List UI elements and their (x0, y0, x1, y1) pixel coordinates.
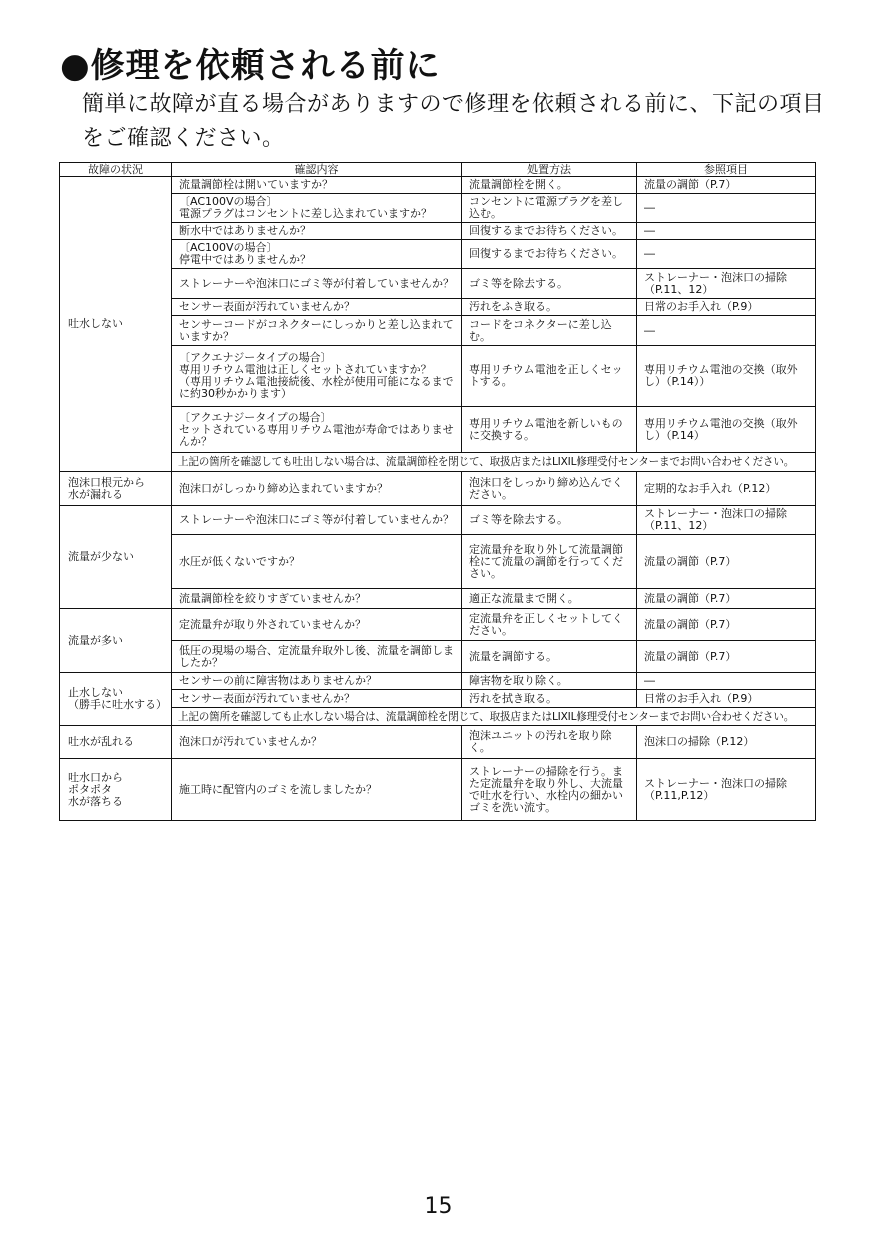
table-header-row (60, 163, 816, 177)
check-cell: 低圧の現場の場合、定流量弁取外し後、流量を調節しましたか？ (172, 641, 462, 673)
action-cell: 定流量弁を取り外して流量調節栓にて流量の調節を行ってください。 (462, 535, 637, 589)
reference-cell: ― (637, 194, 816, 223)
check-cell: 流量調節栓を絞りすぎていませんか？ (172, 589, 462, 609)
action-cell: 泡沫口をしっかり締め込んでください。 (462, 472, 637, 506)
reference-cell: 日常のお手入れ（P.9） (637, 690, 816, 708)
note-row (60, 453, 816, 472)
table-body (60, 177, 816, 821)
symptom-cell: 吐水口から ポタポタ 水が落ちる (60, 759, 172, 821)
header-action: 処置方法 (462, 163, 637, 177)
page-number: 15 (424, 1194, 453, 1219)
action-cell: 泡沫ユニットの汚れを取り除く。 (462, 726, 637, 759)
action-cell: 定流量弁を正しくセットしてください。 (462, 609, 637, 641)
reference-cell: 流量の調節（P.7） (637, 535, 816, 589)
table-row (60, 506, 816, 535)
check-cell: センサー表面が汚れていませんか？ (172, 690, 462, 708)
table-row (60, 641, 816, 673)
reference-cell: ストレーナー・泡沫口の掃除（P.11,P.12） (637, 759, 816, 821)
action-cell: 障害物を取り除く。 (462, 673, 637, 690)
table-row (60, 535, 816, 589)
table-row (60, 299, 816, 316)
check-cell: 断水中ではありませんか？ (172, 223, 462, 240)
check-cell: 流量調節栓は開いていますか？ (172, 177, 462, 194)
table-row (60, 223, 816, 240)
check-cell: 〔アクエナジータイプの場合〕 専用リチウム電池は正しくセットされていますか？ （専用リチウム電池接続後、水栓が使用可能になるまでに約30秒かかります） (172, 346, 462, 407)
action-cell: 流量調節栓を開く。 (462, 177, 637, 194)
action-cell: コンセントに電源プラグを差し込む。 (462, 194, 637, 223)
symptom-cell: 流量が少ない (60, 506, 172, 609)
note-cell: 上記の箇所を確認しても止水しない場合は、流量調節栓を閉じて、取扱店またはLIXIL修理受付センターまでお問い合わせください。 (172, 708, 816, 726)
header-symptom: 故障の状況 (60, 163, 172, 177)
action-cell: ゴミ等を除去する。 (462, 506, 637, 535)
check-cell: センサーの前に障害物はありませんか？ (172, 673, 462, 690)
action-cell: 汚れを拭き取る。 (462, 690, 637, 708)
action-cell: 回復するまでお待ちください。 (462, 240, 637, 269)
action-cell: コードをコネクターに差し込む。 (462, 316, 637, 346)
reference-cell: 流量の調節（P.7） (637, 177, 816, 194)
action-cell: ゴミ等を除去する。 (462, 269, 637, 299)
table-row (60, 726, 816, 759)
table-row (60, 673, 816, 690)
reference-cell: 流量の調節（P.7） (637, 641, 816, 673)
reference-cell: ― (637, 223, 816, 240)
check-cell: 定流量弁が取り外されていませんか？ (172, 609, 462, 641)
symptom-cell: 止水しない （勝手に吐水する） (60, 673, 172, 726)
reference-cell: 流量の調節（P.7） (637, 589, 816, 609)
reference-cell: 日常のお手入れ（P.9） (637, 299, 816, 316)
table-row (60, 759, 816, 821)
table-row (60, 194, 816, 223)
check-cell: 水圧が低くないですか？ (172, 535, 462, 589)
reference-cell: ストレーナー・泡沫口の掃除（P.11、12） (637, 269, 816, 299)
table-row (60, 407, 816, 453)
table-row (60, 690, 816, 708)
table-row (60, 346, 816, 407)
symptom-cell: 流量が多い (60, 609, 172, 673)
check-cell: ストレーナーや泡沫口にゴミ等が付着していませんか？ (172, 269, 462, 299)
action-cell: 適正な流量まで開く。 (462, 589, 637, 609)
check-cell: 泡沫口がしっかり締め込まれていますか？ (172, 472, 462, 506)
table-row (60, 609, 816, 641)
header-check: 確認内容 (172, 163, 462, 177)
page-title: ●修理を依頼される前に (60, 46, 441, 86)
symptom-cell: 吐水しない (60, 177, 172, 472)
table-row (60, 269, 816, 299)
intro-text: 簡単に故障が直る場合がありますので修理を依頼される前に、下記の項目をご確認ください。 (82, 92, 825, 151)
reference-cell: 流量の調節（P.7） (637, 609, 816, 641)
action-cell: ストレーナーの掃除を行う。また定流量弁を取り外し、大流量で吐水を行い、水栓内の細かいゴミを洗い流す。 (462, 759, 637, 821)
reference-cell: 専用リチウム電池の交換（取外し）（P.14）） (637, 346, 816, 407)
header-reference: 参照項目 (637, 163, 816, 177)
action-cell: 専用リチウム電池を正しくセットする。 (462, 346, 637, 407)
table-row (60, 316, 816, 346)
reference-cell: ― (637, 673, 816, 690)
troubleshooting-table (59, 162, 816, 821)
check-cell: 泡沫口が汚れていませんか？ (172, 726, 462, 759)
action-cell: 流量を調節する。 (462, 641, 637, 673)
reference-cell: 定期的なお手入れ（P.12） (637, 472, 816, 506)
symptom-cell: 吐水が乱れる (60, 726, 172, 759)
reference-cell: ― (637, 316, 816, 346)
action-cell: 汚れをふき取る。 (462, 299, 637, 316)
table-row (60, 589, 816, 609)
symptom-cell: 泡沫口根元から 水が漏れる (60, 472, 172, 506)
table-row (60, 472, 816, 506)
check-cell: センサーコードがコネクターにしっかりと差し込まれていますか？ (172, 316, 462, 346)
action-cell: 専用リチウム電池を新しいものに交換する。 (462, 407, 637, 453)
reference-cell: 泡沫口の掃除（P.12） (637, 726, 816, 759)
reference-cell: ― (637, 240, 816, 269)
check-cell: 〔AC100Vの場合〕 停電中ではありませんか？ (172, 240, 462, 269)
check-cell: 〔AC100Vの場合〕 電源プラグはコンセントに差し込まれていますか？ (172, 194, 462, 223)
note-row (60, 708, 816, 726)
table-row (60, 240, 816, 269)
reference-cell: 専用リチウム電池の交換（取外し）（P.14） (637, 407, 816, 453)
note-cell: 上記の箇所を確認しても吐出しない場合は、流量調節栓を閉じて、取扱店またはLIXIL修理受付センターまでお問い合わせください。 (172, 453, 816, 472)
table-row (60, 177, 816, 194)
reference-cell: ストレーナー・泡沫口の掃除（P.11、12） (637, 506, 816, 535)
check-cell: センサー表面が汚れていませんか？ (172, 299, 462, 316)
check-cell: 施工時に配管内のゴミを流しましたか？ (172, 759, 462, 821)
check-cell: 〔アクエナジータイプの場合〕 セットされている専用リチウム電池が寿命ではありませんか？ (172, 407, 462, 453)
check-cell: ストレーナーや泡沫口にゴミ等が付着していませんか？ (172, 506, 462, 535)
action-cell: 回復するまでお待ちください。 (462, 223, 637, 240)
